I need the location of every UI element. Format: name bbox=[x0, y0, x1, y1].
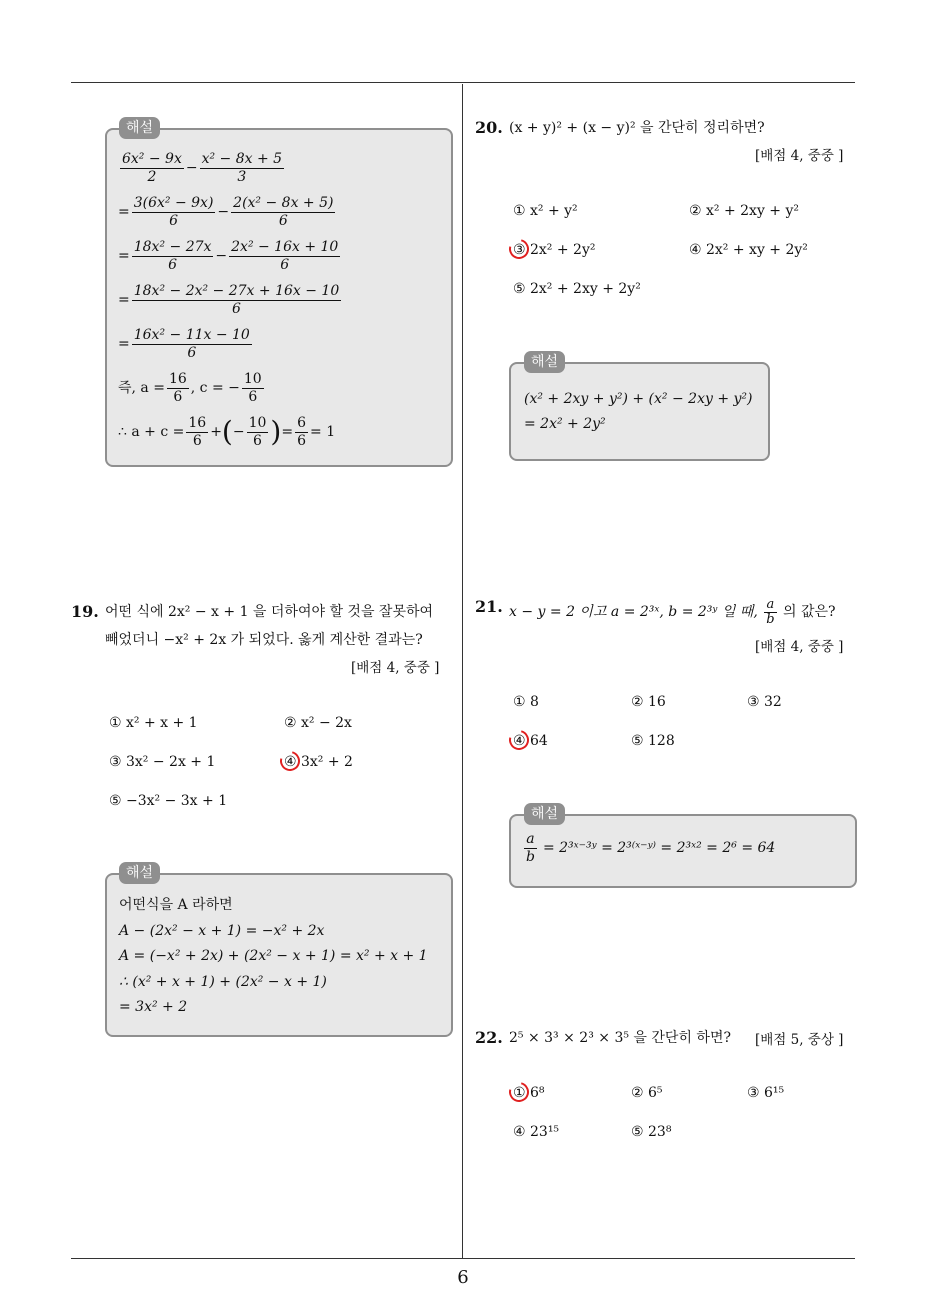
question-19-line-1: 어떤 식에 2x² − x + 1 을 더하여야 할 것을 잘못하여 bbox=[105, 604, 434, 620]
solution-21-body: $\frac{a}{b}$ = 2³ˣ⁻³ʸ = 2³⁽ˣ⁻ʸ⁾ = 2³ˣ² = 2⁶ = 64 bbox=[526, 831, 776, 865]
q21-option-3[interactable]: ③ 32 bbox=[747, 694, 782, 710]
sol19-line-5: = 3x² + 2 bbox=[119, 999, 188, 1015]
sol20-line-1: (x² + 2xy + y²) + (x² − 2xy + y²) bbox=[524, 391, 753, 407]
q20-option-3[interactable]: ③ 2x² + 2y² bbox=[513, 242, 596, 258]
sol19-line-4: ∴ (x² + x + 1) + (2x² − x + 1) bbox=[119, 973, 327, 990]
q19-option-1[interactable]: ① x² + x + 1 bbox=[109, 715, 198, 731]
q20-option-1[interactable]: ① x² + y² bbox=[513, 203, 578, 219]
sol18-line-4: = $\frac{\text{18x² − 2x² − 27x + 16x − 10}}{6}$ bbox=[118, 282, 340, 317]
fraction: $\frac{\text{3(6x² − 9x)}}{6}$ bbox=[133, 194, 214, 229]
q19-option-3[interactable]: ③ 3x² − 2x + 1 bbox=[109, 754, 216, 770]
sol18-line-2: = $\frac{\text{3(6x² − 9x)}}{6}$ − $\frac{\text{2(x² − 8x + 5)}}{6}$ bbox=[118, 194, 334, 229]
solution-20-body bbox=[524, 387, 752, 437]
q20-option-2[interactable]: ② x² + 2xy + y² bbox=[689, 203, 800, 219]
q21-option-5[interactable]: ⑤ 128 bbox=[631, 733, 675, 749]
q22-option-2[interactable]: ② 6⁵ bbox=[631, 1085, 663, 1101]
answer-circle-mark bbox=[276, 747, 303, 774]
q20-option-5[interactable]: ⑤ 2x² + 2xy + 2y² bbox=[513, 281, 641, 297]
sol18-line-3: = $\frac{\text{18x² − 27x}}{6}$ − $\frac{\text{2x² − 16x + 10}}{6}$ bbox=[118, 238, 339, 273]
sol18-line-1: 6x² − 9x 2 − $\frac{\text{x² − 8x + 5}}{3}$ bbox=[122, 150, 283, 185]
sol20-line-2: = 2x² + 2y² bbox=[524, 416, 606, 432]
q22-option-3[interactable]: ③ 6¹⁵ bbox=[747, 1085, 785, 1101]
question-19-score: [배점 4, 중중 ] bbox=[351, 660, 440, 676]
question-number-20: 20. bbox=[475, 118, 503, 137]
q19-option-4[interactable]: ④ 3x² + 2 bbox=[284, 754, 353, 770]
solution-tag-21: 해설 bbox=[524, 803, 565, 825]
question-number-19: 19. bbox=[71, 602, 99, 621]
sol19-line-3: A = (−x² + 2x) + (2x² − x + 1) = x² + x + 1 bbox=[119, 948, 428, 964]
question-number-21: 21. bbox=[475, 597, 503, 616]
q21-option-1[interactable]: ① 8 bbox=[513, 694, 539, 710]
question-number-22: 22. bbox=[475, 1028, 503, 1047]
q22-option-1[interactable]: ① 6⁸ bbox=[513, 1085, 545, 1101]
fraction: $\frac{a}{b}$ bbox=[526, 831, 535, 865]
q22-option-4[interactable]: ④ 23¹⁵ bbox=[513, 1124, 560, 1140]
page-number: 6 bbox=[457, 1267, 469, 1288]
fraction: $\frac{\text{x² − 8x + 5}}{3}$ bbox=[201, 150, 283, 185]
q19-option-5[interactable]: ⑤ −3x² − 3x + 1 bbox=[109, 793, 228, 809]
sol19-line-2: A − (2x² − x + 1) = −x² + 2x bbox=[119, 922, 325, 939]
solution-18-body bbox=[118, 146, 343, 454]
fraction: $\frac{a}{b}$ bbox=[766, 596, 775, 627]
fraction: $\frac{\text{18x² − 2x² − 27x + 16x − 10}}{6}$ bbox=[133, 282, 340, 317]
fraction: $\frac{\text{2(x² − 8x + 5)}}{6}$ bbox=[233, 194, 334, 229]
answer-circle-mark bbox=[505, 235, 532, 262]
fraction: $\frac{10}{6}$ bbox=[243, 370, 262, 405]
fraction: $\frac{10}{6}$ bbox=[248, 414, 267, 449]
solution-tag-20: 해설 bbox=[524, 351, 565, 373]
sol18-line-6: 즉, a = $\frac{16}{6}$ , c = − $\frac{10}{6}$ bbox=[118, 370, 262, 405]
question-20-text: (x + y)² + (x − y)² 을 간단히 정리하면? bbox=[509, 120, 765, 136]
question-22-score: [배점 5, 중상 ] bbox=[755, 1032, 844, 1048]
q21-option-4[interactable]: ④ 64 bbox=[513, 733, 548, 749]
sol19-line-1: 어떤식을 A 라하면 bbox=[119, 897, 233, 913]
answer-circle-mark bbox=[505, 1078, 532, 1105]
solution-tag-18: 해설 bbox=[119, 117, 160, 139]
top-rule bbox=[71, 82, 855, 83]
fraction: $\frac{6}{6}$ bbox=[297, 414, 307, 449]
question-21-score: [배점 4, 중중 ] bbox=[755, 639, 844, 655]
fraction: $\frac{16}{6}$ bbox=[168, 370, 187, 405]
q19-option-2[interactable]: ② x² − 2x bbox=[284, 715, 352, 731]
sol18-line-5: = $\frac{\text{16x² − 11x − 10}}{6}$ bbox=[118, 326, 250, 361]
fraction: $\frac{\text{18x² − 27x}}{6}$ bbox=[133, 238, 212, 273]
answer-circle-mark bbox=[505, 726, 532, 753]
q22-option-5[interactable]: ⑤ 23⁸ bbox=[631, 1124, 672, 1140]
question-20-score: [배점 4, 중중 ] bbox=[755, 148, 844, 164]
q21-option-2[interactable]: ② 16 bbox=[631, 694, 666, 710]
bottom-rule bbox=[71, 1258, 855, 1259]
question-19-line-2: 빼었더니 −x² + 2x 가 되었다. 옳게 계산한 결과는? bbox=[105, 632, 423, 648]
fraction: $\frac{\text{16x² − 11x − 10}}{6}$ bbox=[133, 326, 250, 361]
q20-option-4[interactable]: ④ 2x² + xy + 2y² bbox=[689, 242, 808, 258]
sol18-line-7: ∴ a + c = $\frac{16}{6}$ + ( − $\frac{10}{6}$ ) = $\frac{6}{6}$ = 1 bbox=[118, 414, 336, 449]
solution-tag-19: 해설 bbox=[119, 862, 160, 884]
question-21-text: x − y = 2 이고 a = 2³ˣ, b = 2³ʸ 일 때, $\frac{a}{b}$ 의 값은? bbox=[509, 596, 836, 627]
fraction: $\frac{\text{2x² − 16x + 10}}{6}$ bbox=[231, 238, 339, 273]
fraction: 6x² − 9x 2 bbox=[122, 150, 182, 185]
column-divider bbox=[462, 84, 463, 1258]
fraction: $\frac{16}{6}$ bbox=[188, 414, 207, 449]
question-22-text: 2⁵ × 3³ × 2³ × 3⁵ 을 간단히 하면? bbox=[509, 1030, 731, 1046]
solution-19-body bbox=[119, 893, 428, 1021]
